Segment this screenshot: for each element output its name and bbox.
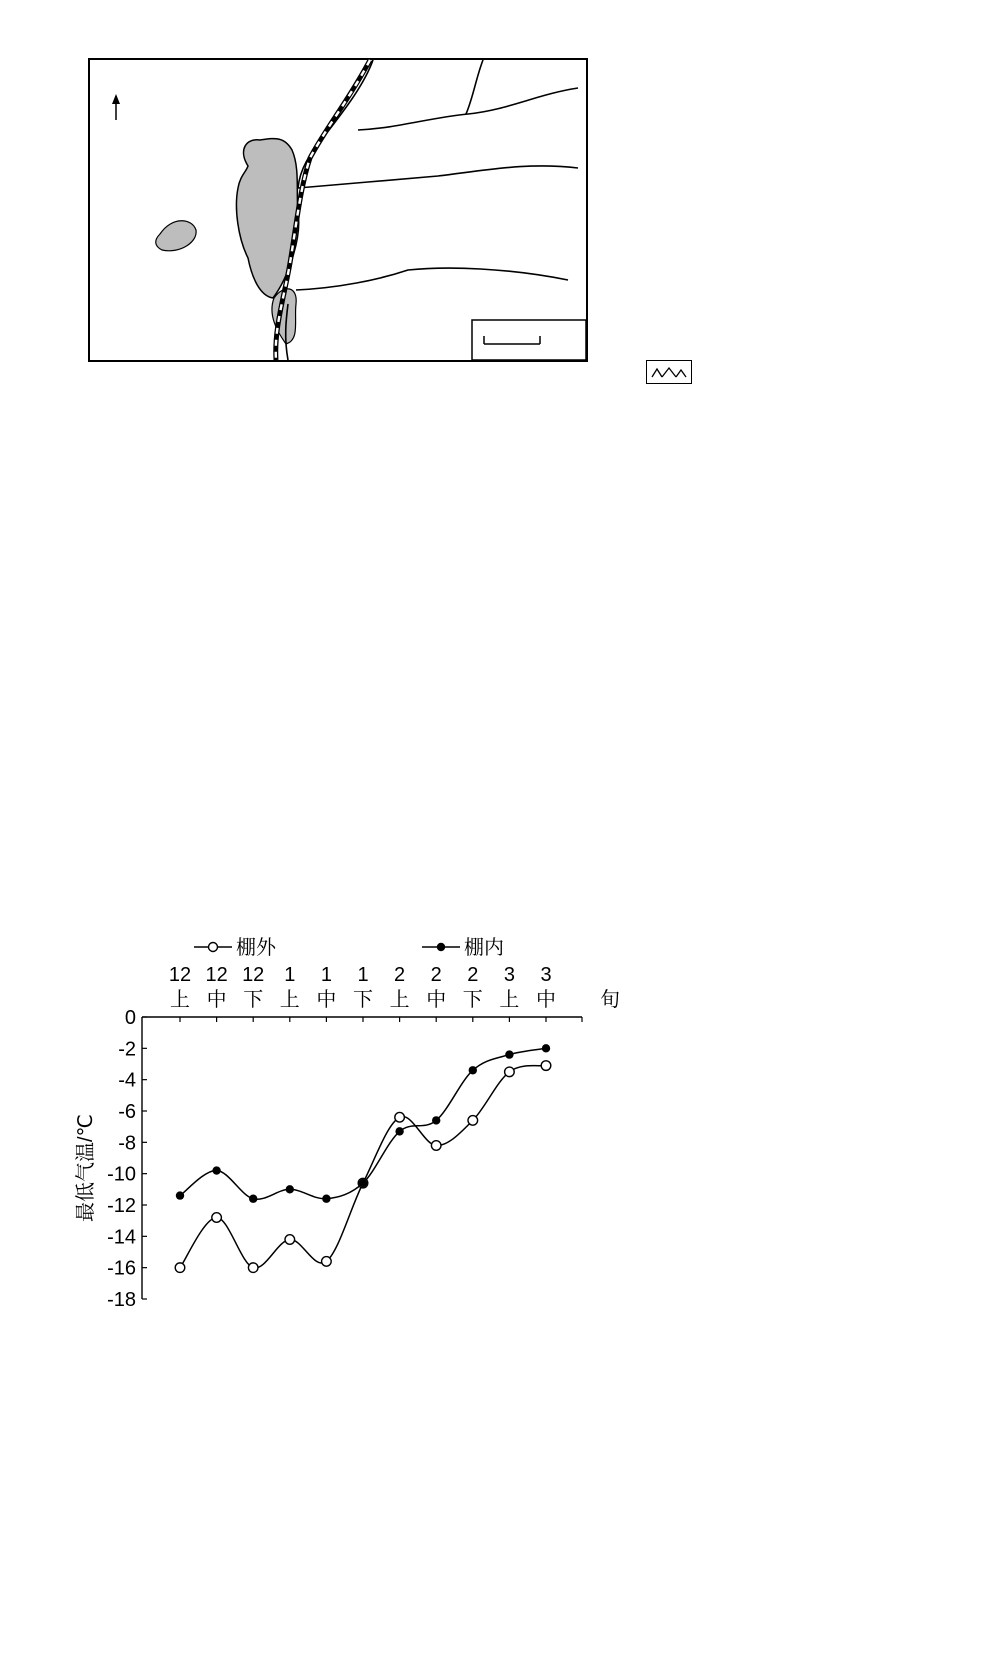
x-tick-top-10: 3 bbox=[540, 964, 552, 986]
x-tick-top-0: 12 bbox=[168, 964, 192, 986]
point-outside-7 bbox=[431, 1141, 441, 1151]
x-tick-top-6: 2 bbox=[394, 964, 406, 986]
point-inside-3 bbox=[286, 1185, 294, 1193]
y-tick-label-3: -6 bbox=[118, 1101, 136, 1123]
x-tick-top-4: 1 bbox=[320, 964, 332, 986]
y-tick-label-7: -14 bbox=[107, 1226, 136, 1249]
y-tick-label-0: 0 bbox=[124, 1007, 136, 1029]
legend-label-1: 棚内 bbox=[464, 937, 504, 959]
y-tick-label-6: -12 bbox=[107, 1195, 136, 1217]
x-tick-bottom-1: 中 bbox=[206, 989, 227, 1011]
point-inside-4 bbox=[322, 1195, 330, 1203]
x-tick-top-5: 1 bbox=[357, 964, 369, 986]
x-tick-bottom-3: 上 bbox=[279, 989, 300, 1011]
x-tick-bottom-8: 下 bbox=[462, 989, 483, 1011]
temperature-chart bbox=[70, 927, 630, 1325]
legend-marker-filled bbox=[437, 943, 445, 951]
point-inside-9 bbox=[505, 1050, 513, 1058]
chart-series bbox=[175, 1044, 551, 1272]
x-tick-top-9: 3 bbox=[503, 964, 515, 986]
mountain-legend-icon bbox=[646, 360, 692, 384]
map-figure bbox=[88, 58, 588, 363]
point-outside-10 bbox=[541, 1061, 551, 1071]
x-tick-bottom-7: 中 bbox=[426, 989, 447, 1011]
x-tick-top-2: 12 bbox=[242, 964, 265, 986]
map-legend bbox=[646, 360, 698, 384]
x-tick-bottom-6: 上 bbox=[389, 989, 410, 1011]
point-inside-0 bbox=[176, 1191, 184, 1199]
point-outside-6 bbox=[395, 1112, 405, 1122]
x-tick-top-7: 2 bbox=[430, 964, 442, 986]
legend-label-0: 棚外 bbox=[236, 937, 276, 959]
point-inside-6 bbox=[395, 1127, 403, 1135]
point-outside-2 bbox=[248, 1263, 258, 1273]
x-tick-bottom-2: 下 bbox=[243, 989, 264, 1011]
y-tick-label-8: -16 bbox=[107, 1257, 136, 1280]
series-line-inside bbox=[180, 1048, 546, 1199]
point-outside-8 bbox=[468, 1116, 478, 1126]
x-tick-bottom-9: 上 bbox=[499, 989, 520, 1011]
point-outside-0 bbox=[175, 1263, 185, 1273]
point-outside-1 bbox=[212, 1213, 222, 1223]
x-tick-top-3: 1 bbox=[284, 964, 296, 986]
x-tick-bottom-0: 上 bbox=[170, 989, 190, 1011]
y-tick-label-1: -2 bbox=[118, 1038, 136, 1061]
point-outside-4 bbox=[322, 1257, 332, 1267]
x-tick-bottom-4: 中 bbox=[316, 989, 337, 1011]
y-axis-label: 最低气温/℃ bbox=[75, 1113, 97, 1223]
point-inside-5 bbox=[359, 1179, 367, 1187]
x-tick-bottom-5: 下 bbox=[353, 989, 373, 1011]
x-tick-top-8: 2 bbox=[467, 964, 479, 986]
y-tick-label-5: -10 bbox=[107, 1163, 136, 1186]
series-line-outside bbox=[180, 1066, 546, 1268]
x-category-labels bbox=[169, 964, 556, 1011]
point-outside-9 bbox=[505, 1067, 515, 1077]
y-tick-label-9: -18 bbox=[107, 1289, 136, 1311]
x-axis-label: 旬 bbox=[600, 989, 620, 1011]
point-inside-7 bbox=[432, 1116, 440, 1124]
x-tick-bottom-10: 中 bbox=[536, 989, 556, 1011]
point-inside-1 bbox=[212, 1166, 220, 1174]
legend-marker-open bbox=[209, 943, 218, 952]
chart-legend bbox=[194, 936, 504, 959]
y-tick-label-4: -8 bbox=[118, 1132, 136, 1155]
point-inside-2 bbox=[249, 1195, 257, 1203]
point-inside-10 bbox=[542, 1044, 550, 1052]
y-tick-label-2: -4 bbox=[118, 1069, 136, 1092]
point-outside-3 bbox=[285, 1235, 295, 1245]
x-tick-top-1: 12 bbox=[205, 964, 228, 986]
point-inside-8 bbox=[469, 1066, 477, 1074]
